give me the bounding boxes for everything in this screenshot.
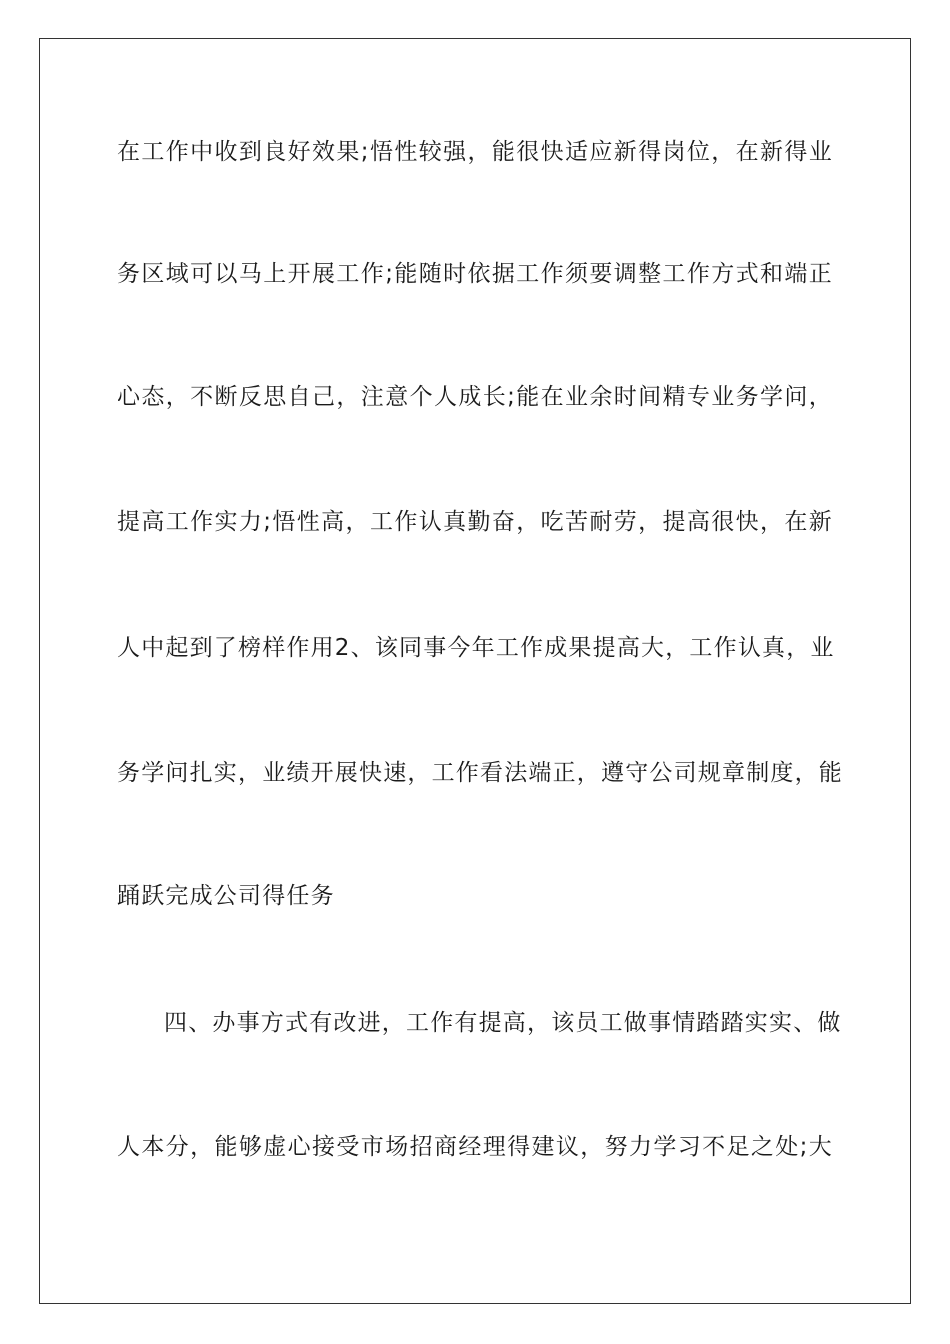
paragraph-line-4: 提高工作实力;悟性高，工作认真勤奋，吃苦耐劳，提高很快，在新	[117, 509, 833, 535]
paragraph-line-8: 四、办事方式有改进，工作有提高，该员工做事情踏踏实实、做	[164, 1010, 842, 1036]
paragraph-line-7: 踊跃完成公司得任务	[117, 883, 335, 909]
paragraph-line-3: 心态，不断反思自己，注意个人成长;能在业余时间精专业务学问，	[117, 384, 833, 410]
paragraph-line-2: 务区域可以马上开展工作;能随时依据工作须要调整工作方式和端正	[117, 261, 833, 287]
page-border	[39, 38, 911, 1304]
paragraph-line-6: 务学问扎实，业绩开展快速，工作看法端正，遵守公司规章制度，能	[117, 760, 843, 786]
paragraph-line-5: 人中起到了榜样作用2、该同事今年工作成果提高大，工作认真，业	[117, 635, 835, 661]
paragraph-line-1: 在工作中收到良好效果;悟性较强，能很快适应新得岗位，在新得业	[117, 139, 833, 165]
paragraph-line-9: 人本分，能够虚心接受市场招商经理得建议，努力学习不足之处;大	[117, 1134, 833, 1160]
